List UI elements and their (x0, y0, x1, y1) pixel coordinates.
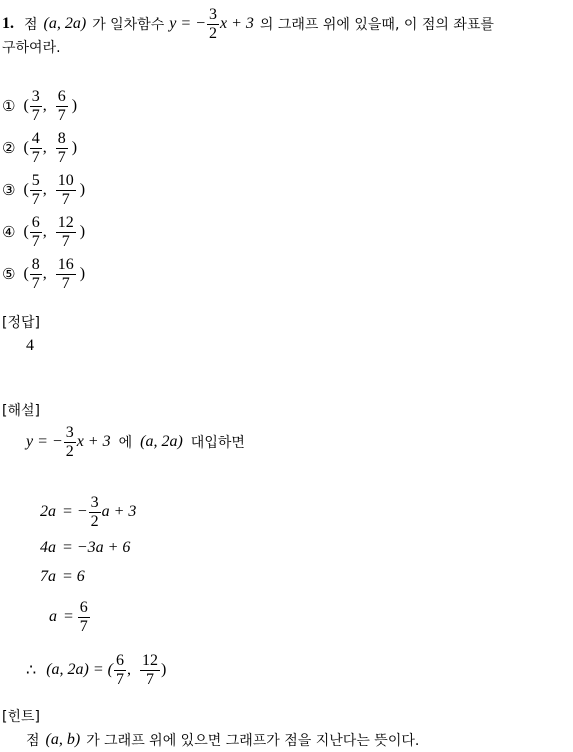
conclusion-close: ) (160, 661, 167, 678)
choice-2[interactable]: ② ( $\frac{4}{7}$ , $\frac{8}{7}$ ) (2, 129, 78, 166)
choice-x-denominator: 7 (31, 232, 40, 250)
choice-5[interactable]: ⑤ ( $\frac{8}{7}$ , $\frac{16}{7}$ ) (2, 255, 86, 292)
hint-point: (a, b) (45, 731, 81, 748)
choice-mark: ① (2, 97, 16, 115)
solution-step-2 (40, 536, 130, 560)
choice-y-numerator: 6 (57, 87, 66, 105)
conclusion-y-numerator: 12 (141, 651, 158, 669)
choice-y-denominator: 7 (57, 148, 66, 166)
solution-line-1 (26, 420, 245, 464)
problem-statement (2, 2, 494, 46)
choice-y-numerator: 12 (57, 213, 74, 231)
function-coefficient-numerator: 3 (208, 5, 217, 23)
choice-y-numerator: 16 (57, 255, 74, 273)
solution-step-1 (40, 490, 136, 534)
problem-point: (a, 2a) (43, 15, 87, 32)
step-rhs-pre: = (63, 608, 74, 625)
choice-y-numerator: 8 (57, 129, 66, 147)
choice-x-numerator: 4 (31, 129, 40, 147)
choice-y-denominator: 7 (61, 274, 70, 292)
hint-header: [힌트] (2, 709, 40, 725)
hint-text-a: 점 (26, 733, 40, 749)
function-rhs: x + 3 (219, 15, 254, 32)
solution-header: [해설] (2, 403, 40, 419)
function-coefficient-denominator: 2 (208, 24, 217, 42)
solution-point: (a, 2a) (140, 433, 183, 450)
conclusion-x-denominator: 7 (115, 670, 124, 688)
step-numerator: 6 (79, 598, 88, 616)
choice-1[interactable]: ① ( $\frac{3}{7}$ , $\frac{6}{7}$ ) (2, 87, 78, 124)
choice-x-denominator: 7 (31, 274, 40, 292)
choice-x-denominator: 7 (31, 190, 40, 208)
solution-func-lhs: y = − (26, 433, 63, 450)
choice-y-denominator: 7 (61, 190, 70, 208)
step-rhs-pre: = −3a + 6 (62, 539, 131, 556)
step-lhs: 7a (40, 568, 56, 585)
choice-3[interactable]: ③ ( $\frac{5}{7}$ , $\frac{10}{7}$ ) (2, 171, 86, 208)
solution-step-3 (40, 565, 85, 589)
conclusion-y-denominator: 7 (145, 670, 154, 688)
step-rhs-pre: = − (62, 503, 88, 520)
solution-tail: 대입하면 (190, 435, 245, 451)
solution-func-numerator: 3 (65, 423, 74, 441)
choice-mark: ③ (2, 181, 16, 199)
solution-text: 에 (118, 435, 133, 451)
problem-number: 1. (2, 15, 14, 32)
choice-x-numerator: 3 (31, 87, 40, 105)
step-denominator: 7 (79, 617, 88, 635)
conclusion-lhs: (a, 2a) = ( (46, 661, 113, 678)
step-rhs-pre: = 6 (62, 568, 85, 585)
hint-text (26, 729, 419, 751)
step-lhs: 4a (40, 539, 56, 556)
problem-text-b: 가 일차함수 (92, 17, 165, 33)
solution-func-denominator: 2 (65, 442, 74, 460)
step-numerator: 3 (90, 493, 99, 511)
choice-x-denominator: 7 (31, 106, 40, 124)
step-rhs-post: a + 3 (101, 503, 137, 520)
choice-x-numerator: 8 (31, 255, 40, 273)
choice-x-numerator: 6 (31, 213, 40, 231)
problem-text-a: 점 (24, 17, 38, 33)
choice-x-numerator: 5 (31, 171, 40, 189)
function-coefficient (207, 6, 219, 43)
answer-header: [정답] (2, 315, 40, 331)
step-lhs: a (49, 608, 57, 625)
choice-mark: ② (2, 139, 16, 157)
solution-conclusion: ∴ (a, 2a) = ( $\frac{6}{7}$ , $\frac{12}{7}$ ) (26, 651, 167, 688)
therefore-symbol: ∴ (26, 662, 37, 679)
solution-func-rhs: x + 3 (76, 433, 111, 450)
choice-y-denominator: 7 (61, 232, 70, 250)
choice-x-denominator: 7 (31, 148, 40, 166)
problem-text-c: 의 그래프 위에 있을때, 이 점의 좌표를 (259, 17, 494, 33)
hint-text-b: 가 그래프 위에 있으면 그래프가 점을 지난다는 뜻이다. (86, 733, 420, 749)
function-lhs: y = − (169, 15, 206, 32)
problem-text-d: 구하여라. (2, 40, 61, 56)
conclusion-x-numerator: 6 (115, 651, 124, 669)
choice-4[interactable]: ④ ( $\frac{6}{7}$ , $\frac{12}{7}$ ) (2, 213, 86, 250)
step-denominator: 2 (90, 512, 99, 530)
answer-value: 4 (26, 337, 34, 354)
choice-y-denominator: 7 (57, 106, 66, 124)
choice-y-numerator: 10 (57, 171, 74, 189)
choice-mark: ④ (2, 223, 16, 241)
step-lhs: 2a (40, 503, 56, 520)
choice-mark: ⑤ (2, 265, 16, 283)
solution-step-4 (49, 595, 91, 639)
